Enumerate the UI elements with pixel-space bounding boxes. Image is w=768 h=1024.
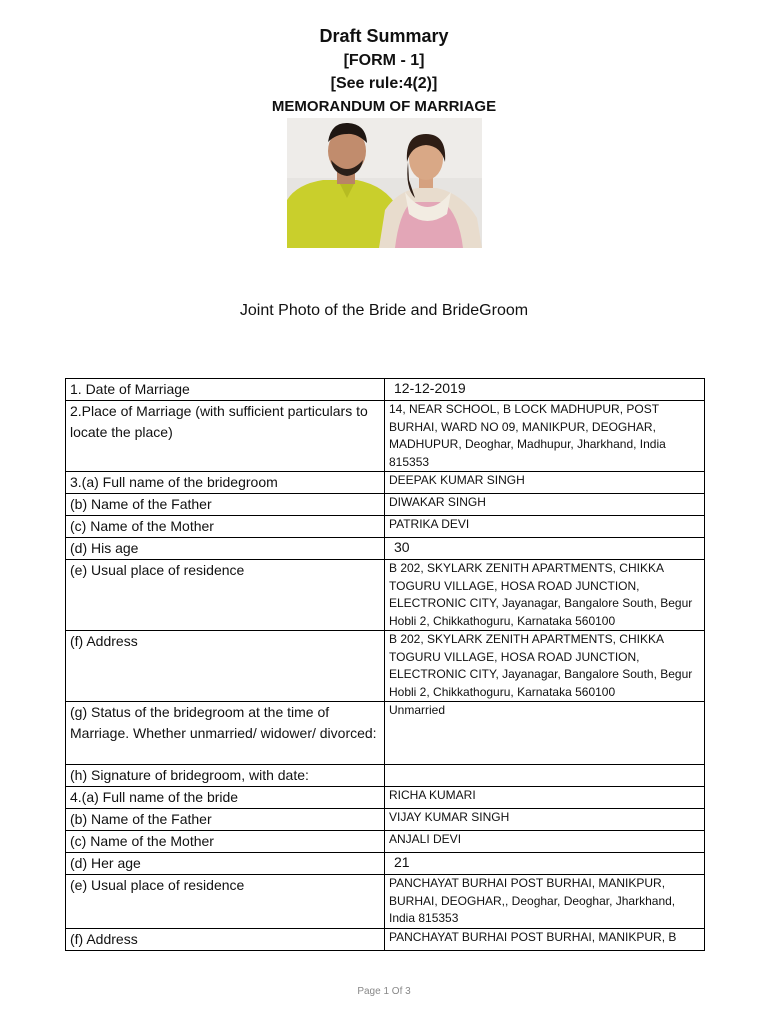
- field-value: PATRIKA DEVI: [385, 516, 705, 538]
- page-number: Page 1 Of 3: [357, 986, 411, 997]
- field-value: VIJAY KUMAR SINGH: [385, 809, 705, 831]
- field-value: 30: [385, 538, 705, 560]
- field-value: 14, NEAR SCHOOL, B LOCK MADHUPUR, POST BURHAI, WARD NO 09, MANIKPUR, DEOGHAR, MADHUPUR, Deoghar, Madhupur, Jharkhand, India 815353: [385, 401, 705, 472]
- field-value: B 202, SKYLARK ZENITH APARTMENTS, CHIKKA TOGURU VILLAGE, HOSA ROAD JUNCTION, ELECTRONIC CITY, Jayanagar, Bangalore South, Begur Hobli 2, Chikkathoguru, Karnataka 560100: [385, 560, 705, 631]
- form-number: [FORM - 1]: [343, 52, 425, 69]
- field-label: (f) Address: [66, 631, 385, 702]
- table-row: [66, 765, 705, 787]
- table-row: [66, 538, 705, 560]
- table-row: [66, 831, 705, 853]
- rule-reference: [See rule:4(2)]: [330, 75, 438, 92]
- marriage-details-table: [65, 378, 705, 951]
- field-value: DEEPAK KUMAR SINGH: [385, 472, 705, 494]
- table-row: [66, 853, 705, 875]
- field-label: (c) Name of the Mother: [66, 516, 385, 538]
- field-value: B 202, SKYLARK ZENITH APARTMENTS, CHIKKA TOGURU VILLAGE, HOSA ROAD JUNCTION, ELECTRONIC CITY, Jayanagar, Bangalore South, Begur Hobli 2, Chikkathoguru, Karnataka 560100: [385, 631, 705, 702]
- table-row: [66, 560, 705, 631]
- field-label: (d) Her age: [66, 853, 385, 875]
- field-value: PANCHAYAT BURHAI POST BURHAI, MANIKPUR, BURHAI, DEOGHAR,, Deoghar, Deoghar, Jharkhand, India 815353: [385, 875, 705, 929]
- table-row: [66, 472, 705, 494]
- memorandum-heading: MEMORANDUM OF MARRIAGE: [271, 98, 497, 115]
- field-label: (g) Status of the bridegroom at the time of Marriage. Whether unmarried/ widower/ divorced:: [66, 702, 385, 765]
- table-row: [66, 787, 705, 809]
- field-label: (e) Usual place of residence: [66, 875, 385, 929]
- table-row: [66, 702, 705, 765]
- table-row: [66, 809, 705, 831]
- field-value: ANJALI DEVI: [385, 831, 705, 853]
- table-row: [66, 631, 705, 702]
- field-label: (h) Signature of bridegroom, with date:: [66, 765, 385, 787]
- field-value: DIWAKAR SINGH: [385, 494, 705, 516]
- table-row: [66, 494, 705, 516]
- field-label: 2.Place of Marriage (with sufficient particulars to locate the place): [66, 401, 385, 472]
- table-row: [66, 401, 705, 472]
- table-row: [66, 516, 705, 538]
- field-label: 1. Date of Marriage: [66, 379, 385, 401]
- field-value: 12-12-2019: [385, 379, 705, 401]
- field-label: (d) His age: [66, 538, 385, 560]
- field-value: Unmarried: [385, 702, 705, 765]
- photo-caption: Joint Photo of the Bride and BrideGroom: [239, 302, 529, 319]
- field-label: (b) Name of the Father: [66, 809, 385, 831]
- field-value: PANCHAYAT BURHAI POST BURHAI, MANIKPUR, B: [385, 928, 705, 950]
- table-row: [66, 379, 705, 401]
- field-value: RICHA KUMARI: [385, 787, 705, 809]
- table-row: [66, 928, 705, 950]
- field-label: (c) Name of the Mother: [66, 831, 385, 853]
- joint-photo: [287, 118, 482, 248]
- signature-field: [385, 765, 705, 787]
- field-label: (f) Address: [66, 928, 385, 950]
- field-label: (b) Name of the Father: [66, 494, 385, 516]
- field-value: 21: [385, 853, 705, 875]
- field-label: (e) Usual place of residence: [66, 560, 385, 631]
- field-label: 4.(a) Full name of the bride: [66, 787, 385, 809]
- field-label: 3.(a) Full name of the bridegroom: [66, 472, 385, 494]
- document-title: Draft Summary: [319, 26, 449, 46]
- table-row: [66, 875, 705, 929]
